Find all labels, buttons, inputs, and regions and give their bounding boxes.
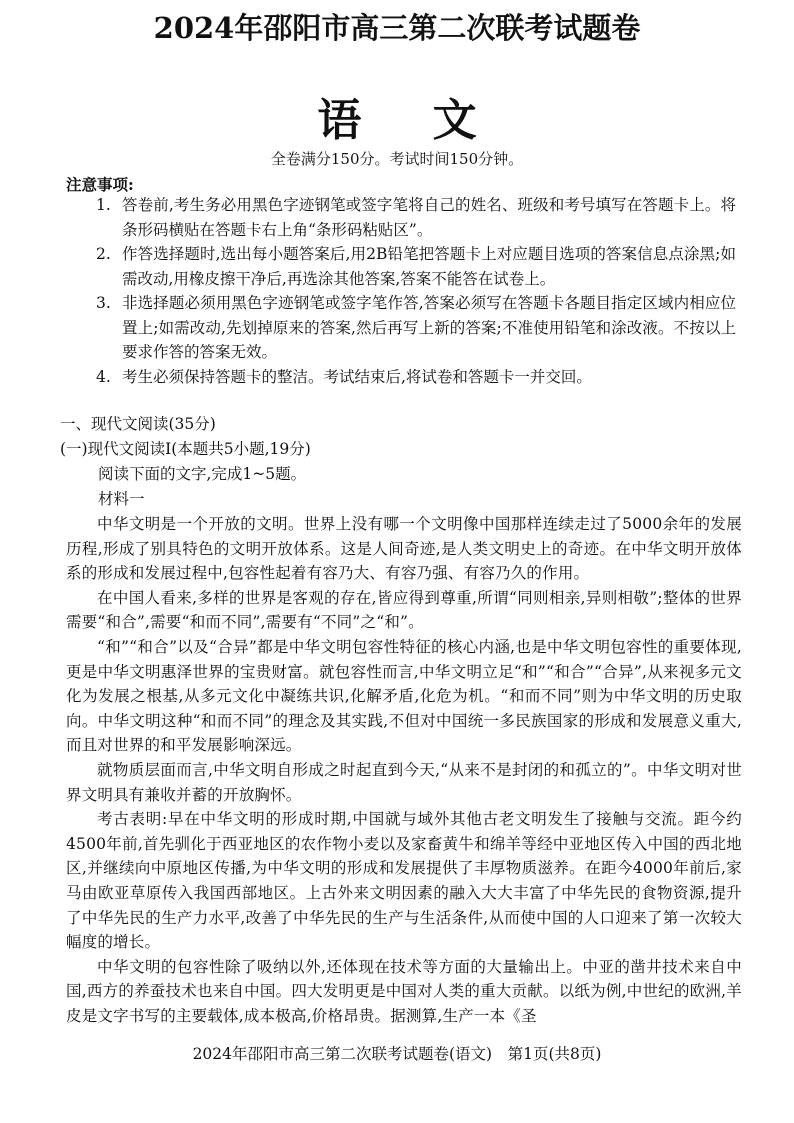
- subject-title: [0, 84, 794, 148]
- notice-item-number: 1.: [96, 196, 111, 214]
- passage-paragraph: 考古表明:早在中华文明的形成时期,中国就与域外其他古老文明发生了接触与交流。距今约4500年前,首先驯化于西亚地区的农作物小麦以及家畜黄牛和绵羊等经中亚地区传入中国的西北地区,并继续向中原地区传播,为中华文明的形成和发展提供了丰厚物质滋养。在距今4000年前后,家马由欧亚草原传入我国西部地区。上古外来文明因素的融入大大丰富了中华先民的食物资源,提升了中华先民的生产力水平,改善了中华先民的生产与生活条件,从而使中国的人口迎来了第一次较大幅度的增长。: [66, 810, 742, 952]
- section-heading: 一、现代文阅读(35分): [60, 415, 216, 433]
- notice-item: [96, 365, 736, 390]
- page-footer: 2024年邵阳市高三第二次联考试题卷(语文) 第1页(共8页): [192, 1045, 602, 1063]
- notice-item: [96, 242, 736, 291]
- notice-item: [96, 193, 736, 242]
- passage-paragraph: “和”“和合”以及“合异”都是中华文明包容性特征的核心内涵,也是中华文明包容性的重要体现,更是中华文明惠泽世界的宝贵财富。就包容性而言,中华文明立足“和”“和合”“合异”,从来视多元文化为发展之根基,从多元文化中凝练共识,化解矛盾,化危为机。“和而不同”则为中华文明的历史取向。中华文明这种“和而不同”的理念及其实践,不但对中国统一多民族国家的形成和发展意义重大,而且对世界的和平发展影响深远。: [66, 637, 742, 755]
- notice-item-number: 4.: [96, 367, 111, 386]
- reading-passage: [66, 512, 742, 1028]
- notice-item-text: 考生必须保持答题卡的整洁。考试结束后,将试卷和答题卡一并交回。: [122, 367, 592, 386]
- notice-item-number: 3.: [96, 294, 111, 312]
- exam-title: 2024年邵阳市高三第二次联考试题卷: [153, 11, 641, 45]
- subject-text: 语 文: [317, 95, 505, 146]
- subsection-heading: (一)现代文阅读Ⅰ(本题共5小题,19分): [60, 440, 311, 458]
- passage-paragraph: 中华文明的包容性除了吸纳以外,还体现在技术等方面的大量输出上。中亚的凿井技术来自中国,西方的养蚕技术也来自中国。四大发明更是中国对人类的重大贡献。以纸为例,中世纪的欧洲,羊皮是文字书写的主要载体,成本极高,价格昂贵。据测算,生产一本《圣: [66, 957, 742, 1025]
- notice-item-text: 答卷前,考生务必用黑色字迹钢笔或签字笔将自己的姓名、班级和考号填写在答题卡上。将条形码横贴在答题卡右上角“条形码粘贴区”。: [122, 196, 736, 239]
- reading-instruction: 阅读下面的文字,完成1~5题。: [98, 465, 307, 483]
- passage-paragraph: 中华文明是一个开放的文明。世界上没有哪一个文明像中国那样连续走过了5000余年的发展历程,形成了别具特色的文明开放体系。这是人间奇迹,是人类文明史上的奇迹。在中华文明开放体系的形成和发展过程中,包容性起着有容乃大、有容乃强、有容乃久的作用。: [66, 515, 742, 583]
- notice-item-number: 2.: [96, 245, 111, 263]
- notice-item-text: 非选择题必须用黑色字迹钢笔或签字笔作答,答案必须写在答题卡各题目指定区域内相应位置上;如需改动,先划掉原来的答案,然后再写上新的答案;不准使用铅笔和涂改液。不按以上要求作答的答案无效。: [122, 294, 736, 361]
- notice-item: [96, 291, 736, 365]
- passage-paragraph: 就物质层面而言,中华文明自形成之时起直到今天,“从来不是封闭的和孤立的”。中华文明对世界文明具有兼收并蓄的开放胸怀。: [66, 760, 742, 804]
- notice-heading: 注意事项:: [66, 175, 134, 194]
- exam-info: 全卷满分150分。考试时间150分钟。: [270, 150, 524, 168]
- material-label: 材料一: [98, 490, 145, 508]
- notice-list: [96, 193, 736, 389]
- passage-paragraph: 在中国人看来,多样的世界是客观的存在,皆应得到尊重,所谓“同则相亲,异则相敬”;整体的世界需要“和合”,需要“和而不同”,需要有“不同”之“和”。: [66, 588, 742, 632]
- notice-item-text: 作答选择题时,选出每小题答案后,用2B铅笔把答题卡上对应题目选项的答案信息点涂黑;如需改动,用橡皮擦干净后,再选涂其他答案,答案不能答在试卷上。: [122, 245, 736, 288]
